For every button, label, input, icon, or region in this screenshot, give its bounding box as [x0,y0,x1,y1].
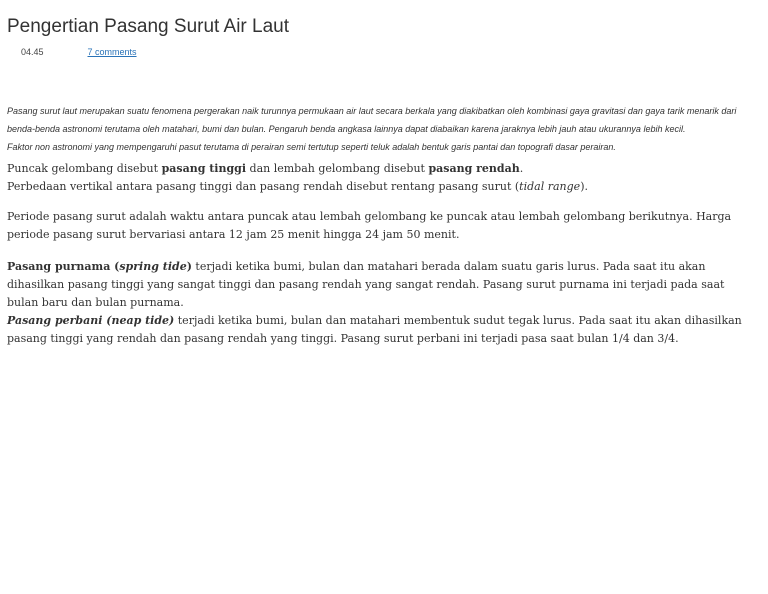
text-span: ) [186,260,192,273]
intro-paragraph-faktor: Faktor non astronomi yang mempengaruhi pasut terutama di perairan semi tertutup seperti teluk adalah bentuk garis pantai dan topografi dasar perairan. [7,142,616,152]
term-pasang-tinggi: pasang tinggi [161,162,247,175]
paragraph-purnama-perbani [7,258,759,348]
term-spring-tide: spring tide [119,260,187,273]
paragraph-line [7,178,759,196]
text-span: Puncak gelombang disebut [7,162,162,175]
intro-text [7,102,752,156]
term-pasang-purnama [7,260,192,273]
text-span: . [519,162,524,175]
paragraph-line: Periode pasang surut adalah waktu antara puncak atau lembah gelombang ke puncak atau lembah gelombang berikutnya. Harga periode pasang surut bervariasi antara 12 jam 25 menit hingga 24 jam 50 menit. [7,210,732,241]
paragraph-line [7,160,759,178]
text-span: terjadi ketika bumi, bulan dan matahari membentuk sudut tegak lurus. Pada saat itu akan dihasilkan pasang tinggi yang rendah dan pasang rendah yang tinggi. Pasang surut perbani ini terjadi pasa saat bulan 1/4 dan 3/4. [7,314,742,345]
post-meta [21,47,137,57]
paragraph-periode [7,208,759,244]
term-tidal-range: tidal range [519,180,581,193]
text-span: Pasang purnama ( [7,260,120,273]
paragraph-line [7,312,759,348]
text-span: dan lembah gelombang disebut [246,162,429,175]
text-span: Perbedaan vertikal antara pasang tinggi dan pasang rendah disebut rentang pasang surut ( [7,180,520,193]
post-title: Pengertian Pasang Surut Air Laut [7,16,290,37]
paragraph-pasang [7,160,759,196]
intro-paragraph: Pasang surut laut merupakan suatu fenomena pergerakan naik turunnya permukaan air laut secara berkala yang diakibatkan oleh kombinasi gaya gravitasi dan gaya tarik menarik dari benda-benda astronomi terutama oleh matahari, bumi dan bulan. Pengaruh benda angkasa lainnya dapat diabaikan karena jaraknya lebih jauh atau ukurannya lebih kecil. [7,106,737,134]
term-pasang-rendah: pasang rendah [428,162,520,175]
text-span: ). [580,180,588,193]
paragraph-line [7,258,759,312]
post-time: 04.45 [21,47,44,57]
text-span: terjadi ketika bumi, bulan dan matahari berada dalam suatu garis lurus. Pada saat itu akan dihasilkan pasang tinggi yang sangat tinggi dan pasang rendah yang sangat rendah. Pasang surut purnama ini terjadi pada saat bulan baru dan bulan purnama. [7,260,725,309]
comments-link[interactable]: 7 comments [87,47,137,57]
term-pasang-perbani: Pasang perbani (neap tide) [7,314,175,327]
